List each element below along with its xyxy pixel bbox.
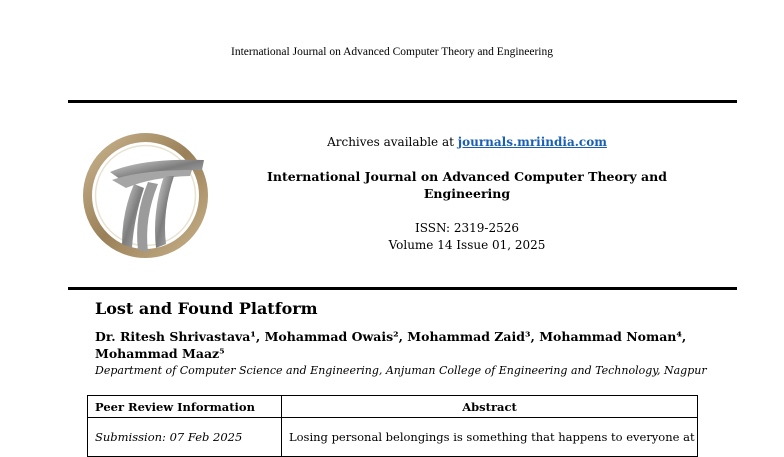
journal-logo (82, 132, 209, 259)
affiliation: Department of Computer Science and Engineering, Anjuman College of Engineering and Technology, Nagpur (95, 364, 707, 377)
issn-block (252, 220, 682, 254)
running-header: International Journal on Advanced Computer Theory and Engineering (230, 46, 554, 58)
submission-date: Submission: 07 Feb 2025 (95, 430, 243, 444)
peer-review-abstract-table (87, 395, 698, 457)
journal-title-line2: Engineering (423, 186, 511, 201)
mid-rule (68, 287, 737, 290)
journal-title-line1: International Journal on Advanced Computer Theory and (267, 169, 667, 184)
archives-prefix: Archives available at (327, 135, 458, 149)
journal-website-link[interactable]: journals.mriindia.com (457, 135, 607, 149)
paper-title: Lost and Found Platform (95, 299, 318, 318)
header-divider (88, 417, 697, 418)
archives-line (252, 135, 682, 149)
author-list (95, 328, 689, 362)
abstract-text: Losing personal belongings is something that happens to everyone at (289, 430, 695, 444)
top-rule (68, 100, 737, 103)
authors-line1: Dr. Ritesh Shrivastava¹, Mohammad Owais², Mohammad Zaid³, Mohammad Noman⁴, (95, 329, 687, 344)
issn: ISSN: 2319-2526 (414, 221, 520, 235)
journal-title (252, 168, 682, 202)
peer-review-heading: Peer Review Information (95, 400, 255, 414)
authors-line2: Mohammad Maaz⁵ (95, 346, 225, 361)
volume-issue: Volume 14 Issue 01, 2025 (388, 238, 546, 252)
abstract-heading: Abstract (462, 400, 517, 414)
